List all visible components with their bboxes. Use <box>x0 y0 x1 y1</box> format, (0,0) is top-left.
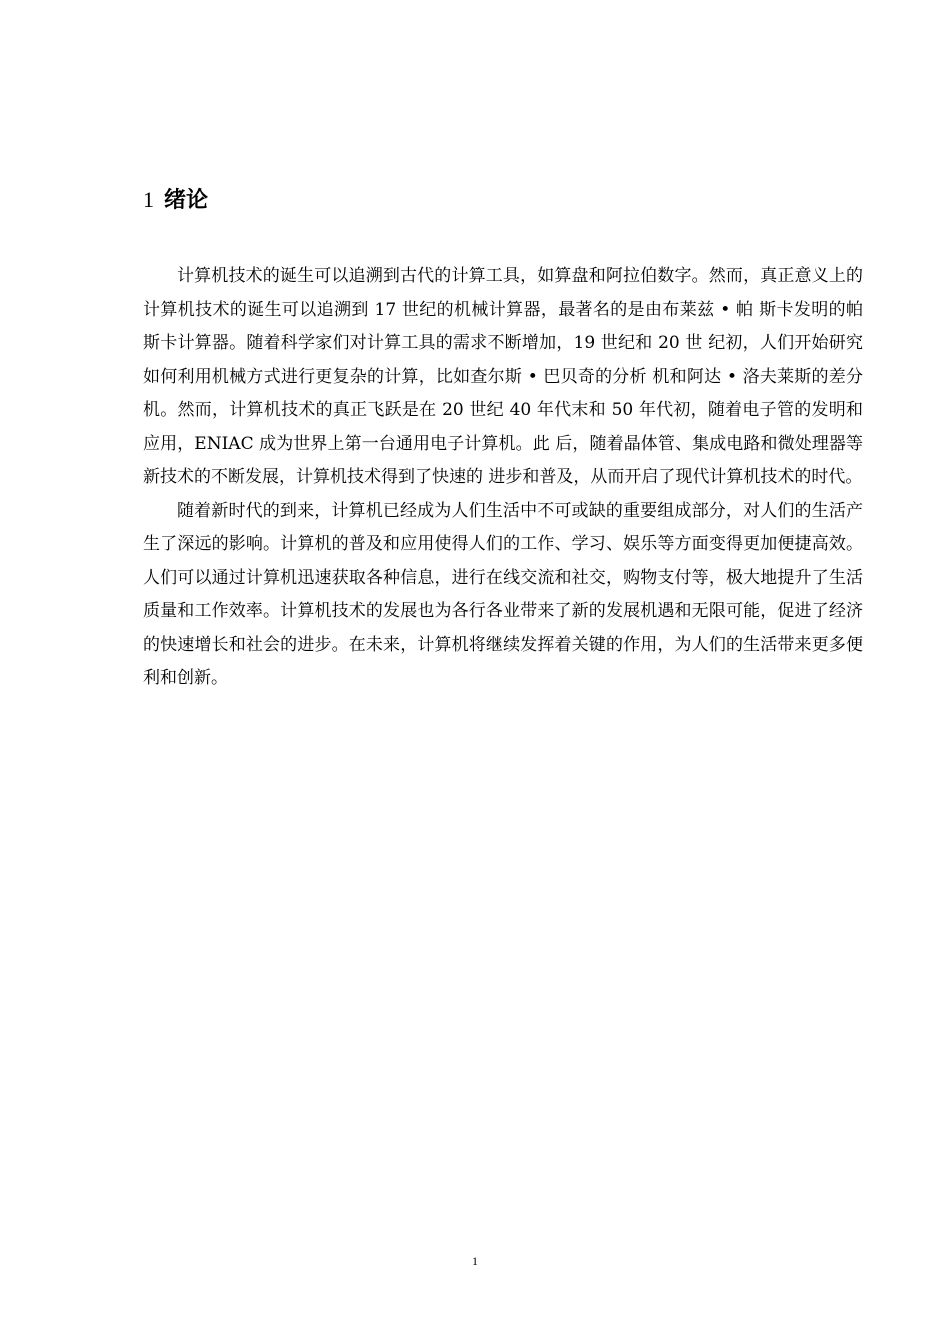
paragraph-2: 随着新时代的到来，计算机已经成为人们生活中不可或缺的重要组成部分，对人们的生活产生了深远的影响。计算机的普及和应用使得人们的工作、学习、娱乐等方面变得更加便捷高效。人们可以通过计算机迅速获取各种信息，进行在线交流和社交，购物支付等，极大地提升了生活质量和工作效率。计算机技术的发展也为各行各业带来了新的发展机遇和无限可能，促进了经济的快速增长和社会的进步。在未来，计算机将继续发挥着关键的作用，为人们的生活带来更多便利和创新。 <box>143 500 863 688</box>
paragraph-1: 计算机技术的诞生可以追溯到古代的计算工具，如算盘和阿拉伯数字。然而，真正意义上的计算机技术的诞生可以追溯到 17 世纪的机械计算器，最著名的是由布莱兹 • 帕 斯卡发明的帕斯卡计算器。随着科学家们对计算工具的需求不断增加，19 世纪和 20 世 纪初，人们开始研究如何利用机械方式进行更复杂的计算，比如查尔斯 • 巴贝奇的分析 机和阿达 • 洛夫莱斯的差分机。然而，计算机技术的真正飞跃是在 20 世纪 40 年代末和 50 年代初，随着电子管的发明和应用，ENIAC 成为世界上第一台通用电子计算机。此 后，随着晶体管、集成电路和微处理器等新技术的不断发展，计算机技术得到了快速的 进步和普及，从而开启了现代计算机技术的时代。 <box>143 266 863 487</box>
body-text <box>143 260 863 696</box>
section-heading <box>143 185 208 216</box>
section-number: 1 <box>143 187 154 212</box>
page-number: 1 <box>472 1254 478 1268</box>
section-title: 绪论 <box>164 188 209 213</box>
